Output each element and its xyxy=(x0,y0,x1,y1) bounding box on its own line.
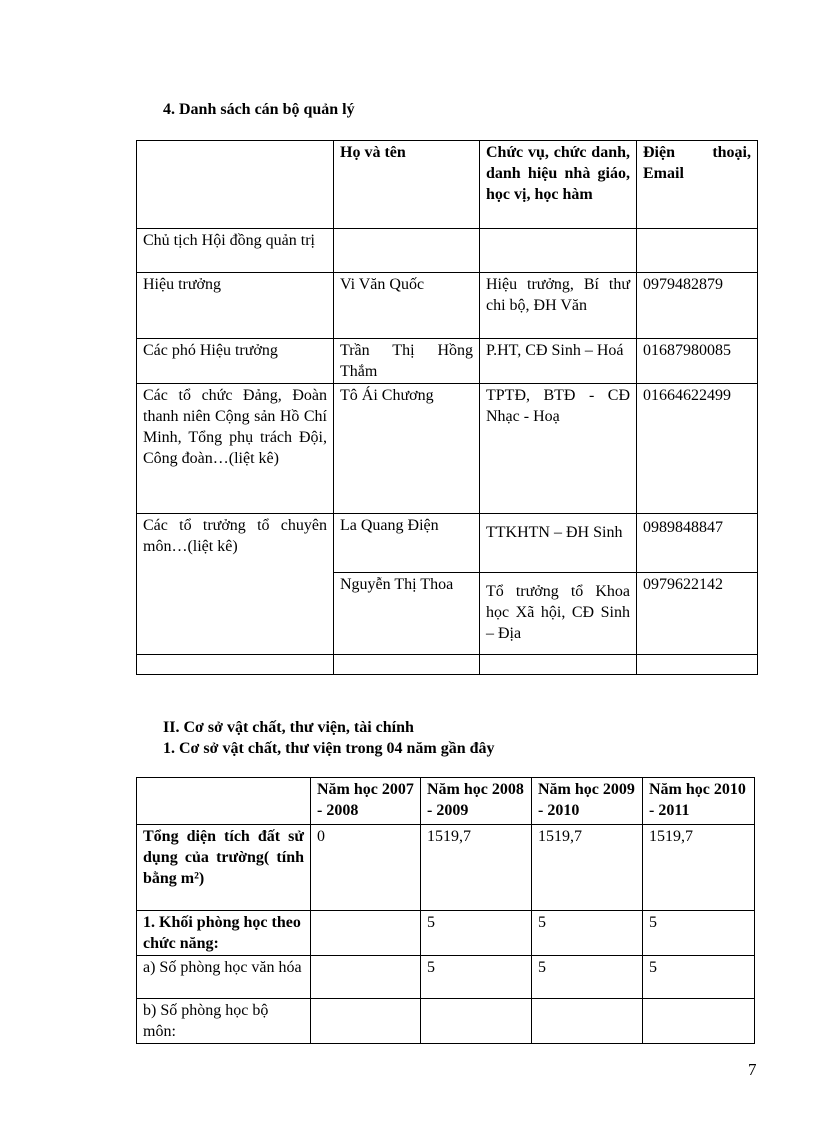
value-cell: 1519,7 xyxy=(643,825,755,911)
table-header-row xyxy=(137,778,755,825)
position-cell: Hiệu trưởng, Bí thư chi bộ, ĐH Văn xyxy=(480,273,637,339)
header-cell: Họ và tên xyxy=(334,141,480,229)
header-cell xyxy=(137,141,334,229)
header-cell: Chức vụ, chức danh, danh hiệu nhà giáo, học vị, học hàm xyxy=(480,141,637,229)
role-cell: Hiệu trưởng xyxy=(137,273,334,339)
value-cell xyxy=(311,999,421,1044)
phone-cell: 01664622499 xyxy=(637,384,758,514)
table-row xyxy=(137,999,755,1044)
header-cell: Năm học 2008 - 2009 xyxy=(421,778,532,825)
value-cell: 5 xyxy=(421,956,532,999)
header-cell: Năm học 2007 - 2008 xyxy=(311,778,421,825)
role-cell xyxy=(137,655,334,675)
phone-cell: 0979622142 xyxy=(637,573,758,655)
value-cell: 5 xyxy=(421,911,532,956)
row-label-cell: 1. Khối phòng học theo chức năng: xyxy=(137,911,311,956)
position-cell: P.HT, CĐ Sinh – Hoá xyxy=(480,339,637,384)
table-row xyxy=(137,339,758,384)
name-cell: Tô Ái Chương xyxy=(334,384,480,514)
section-4-title: 4. Danh sách cán bộ quản lý xyxy=(163,101,355,118)
role-cell: Chủ tịch Hội đồng quản trị xyxy=(137,229,334,273)
name-cell: Trần Thị Hồng Thắm xyxy=(334,339,480,384)
table-row xyxy=(137,655,758,675)
name-cell: Vi Văn Quốc xyxy=(334,273,480,339)
phone-cell: 0979482879 xyxy=(637,273,758,339)
phone-cell xyxy=(637,229,758,273)
table-row xyxy=(137,229,758,273)
table-row xyxy=(137,825,755,911)
management-staff-table xyxy=(136,140,758,675)
name-cell xyxy=(334,655,480,675)
position-cell xyxy=(480,655,637,675)
value-cell: 1519,7 xyxy=(421,825,532,911)
value-cell xyxy=(643,999,755,1044)
section-ii-subtitle: 1. Cơ sở vật chất, thư viện trong 04 năm gần đây xyxy=(163,740,495,757)
table-row xyxy=(137,514,758,573)
header-cell: Điện thoại, Email xyxy=(637,141,758,229)
table-row xyxy=(137,956,755,999)
row-label-cell: b) Số phòng học bộ môn: xyxy=(137,999,311,1044)
position-cell xyxy=(480,229,637,273)
row-label-cell: a) Số phòng học văn hóa xyxy=(137,956,311,999)
page-number: 7 xyxy=(748,1060,757,1079)
value-cell: 5 xyxy=(532,956,643,999)
value-cell xyxy=(311,911,421,956)
value-cell: 5 xyxy=(532,911,643,956)
value-cell xyxy=(311,956,421,999)
table-row xyxy=(137,911,755,956)
value-cell: 5 xyxy=(643,956,755,999)
value-cell xyxy=(532,999,643,1044)
phone-cell: 01687980085 xyxy=(637,339,758,384)
section-ii-title: II. Cơ sở vật chất, thư viện, tài chính xyxy=(163,719,414,736)
row-label-cell: Tổng diện tích đất sử dụng của trường( tính bằng m²) xyxy=(137,825,311,911)
table-row xyxy=(137,384,758,514)
position-cell: Tổ trưởng tổ Khoa học Xã hội, CĐ Sinh – Địa xyxy=(480,573,637,655)
name-cell xyxy=(334,229,480,273)
name-cell: Nguyễn Thị Thoa xyxy=(334,573,480,655)
header-cell: Năm học 2010 - 2011 xyxy=(643,778,755,825)
role-cell: Các tổ chức Đảng, Đoàn thanh niên Cộng sản Hồ Chí Minh, Tổng phụ trách Đội, Công đoàn…(liệt kê) xyxy=(137,384,334,514)
value-cell xyxy=(421,999,532,1044)
role-cell: Các tổ trưởng tổ chuyên môn…(liệt kê) xyxy=(137,514,334,655)
phone-cell xyxy=(637,655,758,675)
facilities-table xyxy=(136,777,755,1044)
role-cell: Các phó Hiệu trưởng xyxy=(137,339,334,384)
table-header-row xyxy=(137,141,758,229)
position-cell: TPTĐ, BTĐ - CĐ Nhạc - Hoạ xyxy=(480,384,637,514)
header-cell xyxy=(137,778,311,825)
value-cell: 5 xyxy=(643,911,755,956)
phone-cell: 0989848847 xyxy=(637,514,758,573)
value-cell: 1519,7 xyxy=(532,825,643,911)
header-cell: Năm học 2009 - 2010 xyxy=(532,778,643,825)
table-row xyxy=(137,273,758,339)
value-cell: 0 xyxy=(311,825,421,911)
position-cell: TTKHTN – ĐH Sinh xyxy=(480,514,637,573)
name-cell: La Quang Điện xyxy=(334,514,480,573)
